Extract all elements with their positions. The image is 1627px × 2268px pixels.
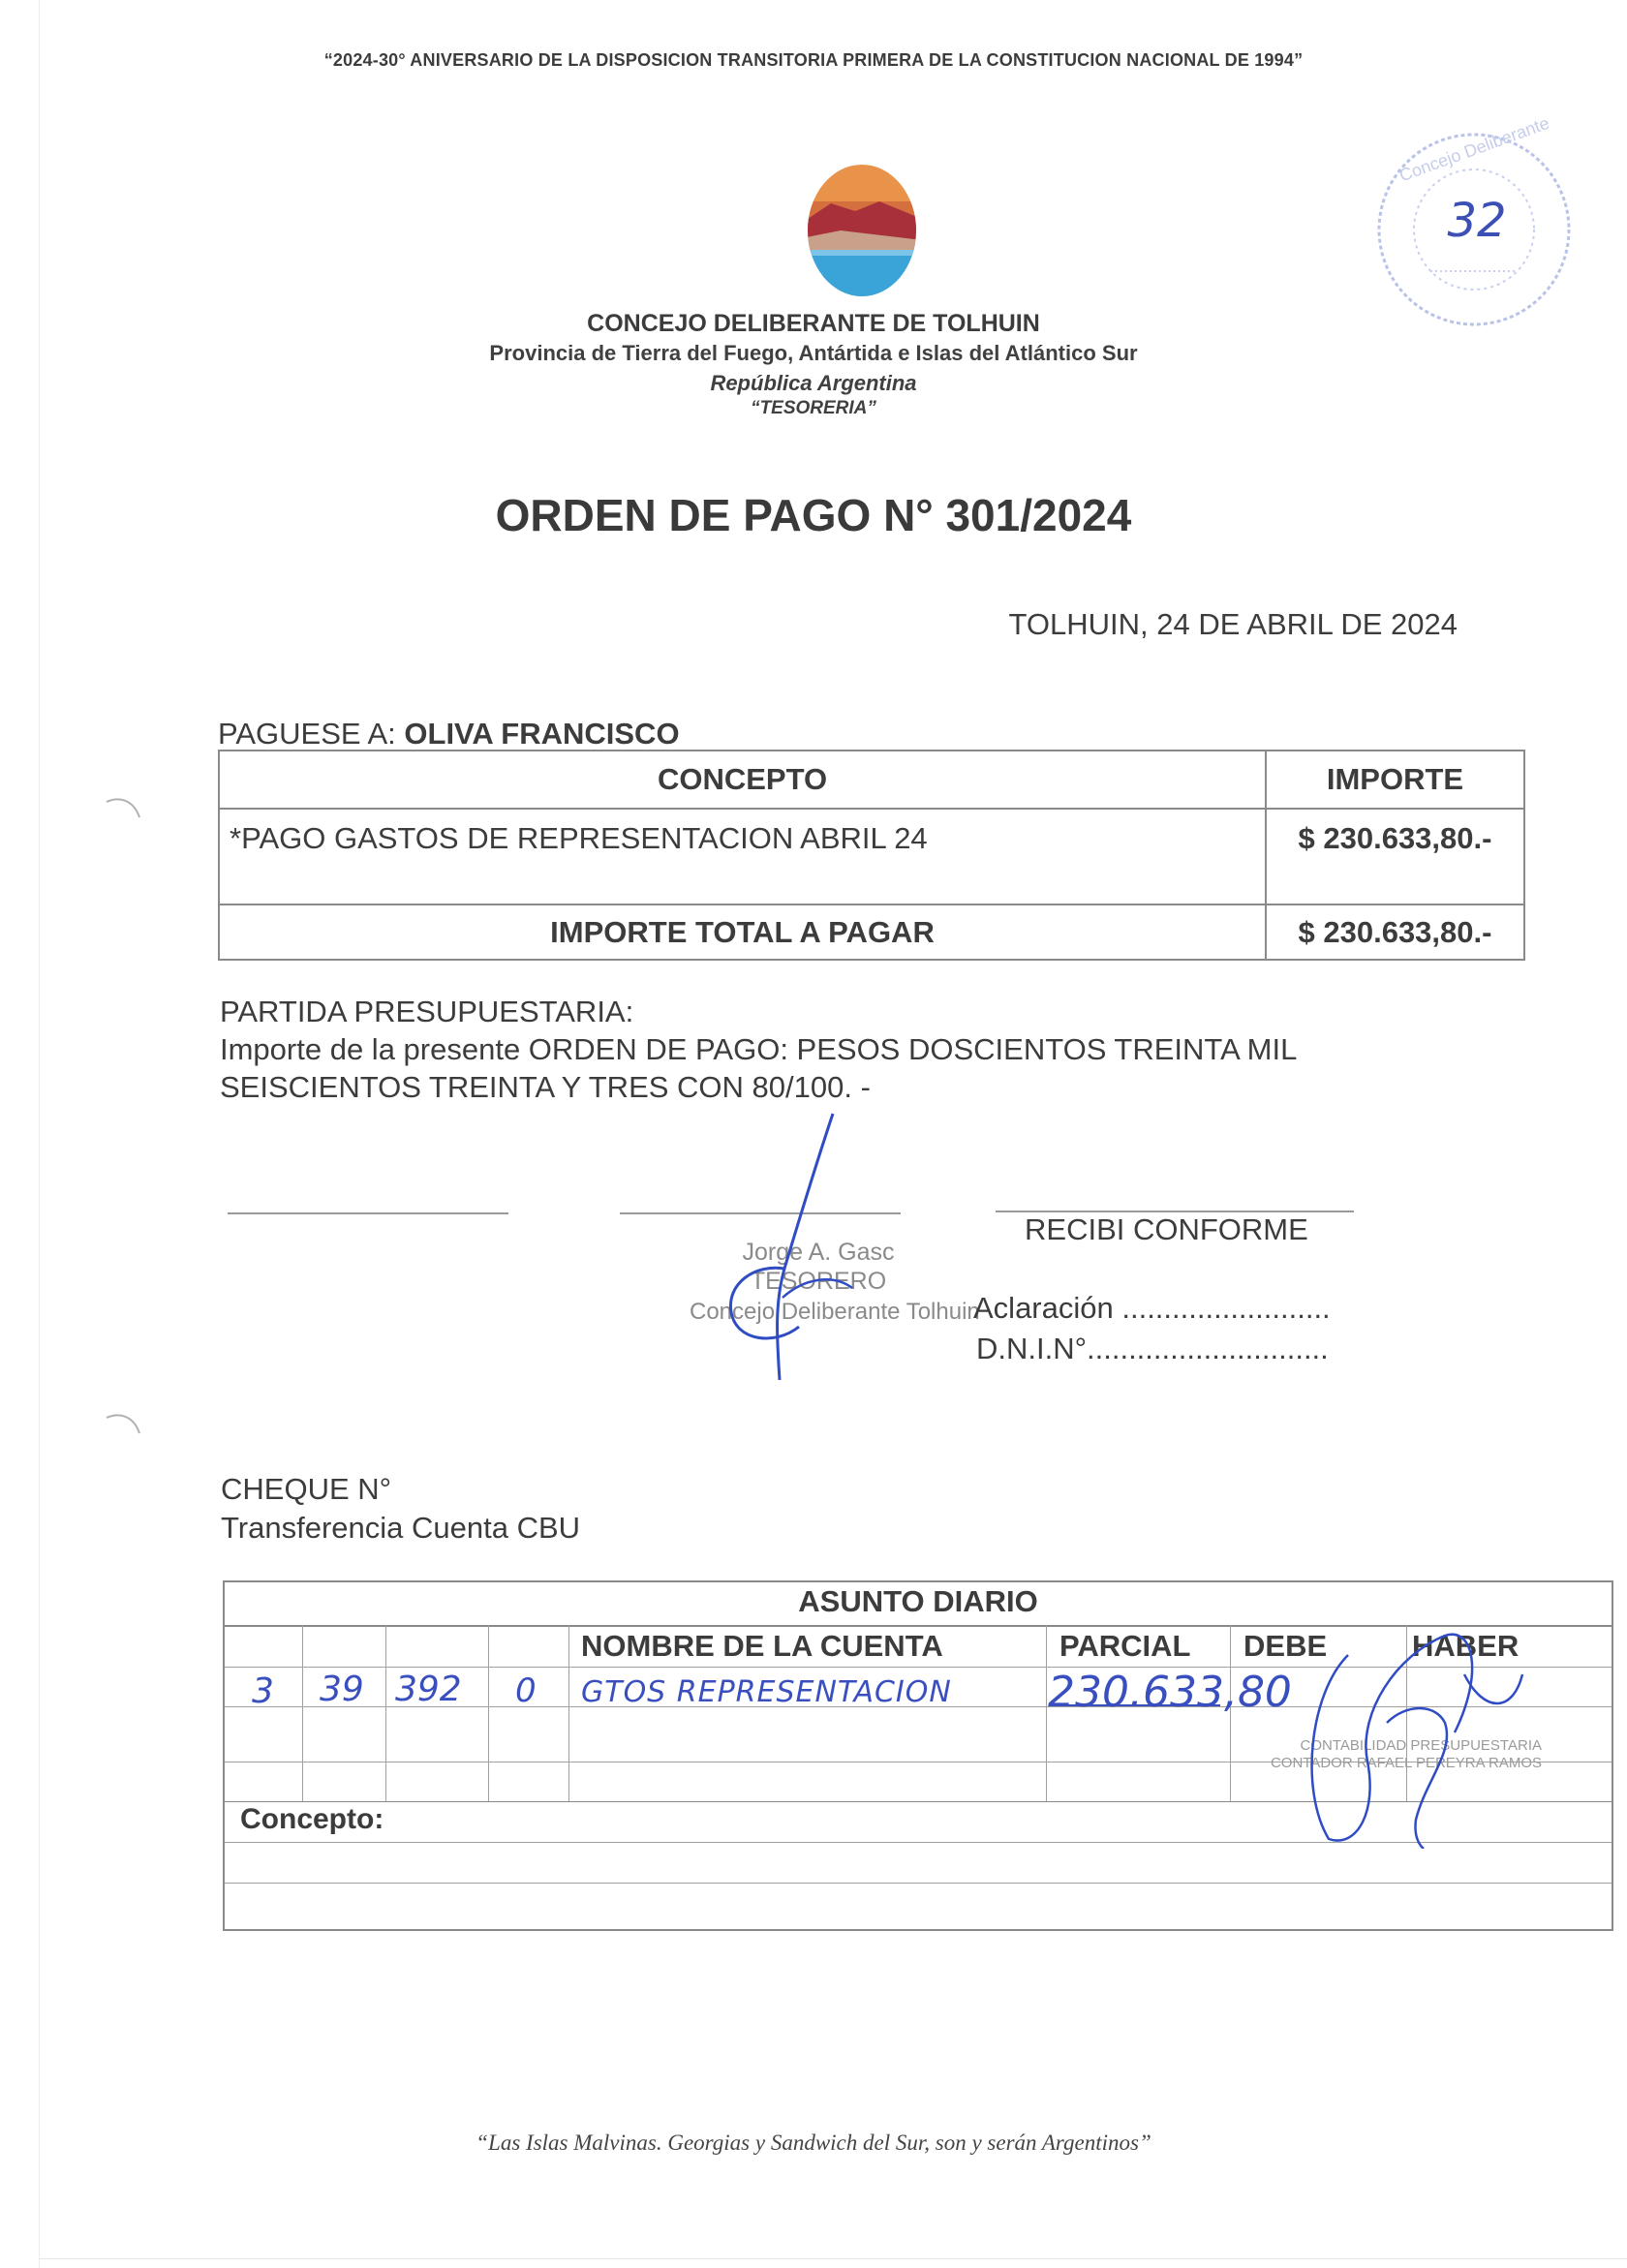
total-amount: $ 230.633,80.-: [1266, 904, 1524, 960]
document-date: TOLHUIN, 24 DE ABRIL DE 2024: [1008, 607, 1458, 641]
treasurer-signature: [717, 1104, 872, 1385]
concepto-label: Concepto:: [240, 1803, 384, 1835]
partida-line-1: Importe de la presente ORDEN DE PAGO: PESOS DOSCIENTOS TREINTA MIL: [220, 1032, 1298, 1066]
total-row: [219, 904, 1524, 960]
transfer-label: Transferencia Cuenta CBU: [221, 1511, 581, 1545]
concept-amount: $ 230.633,80.-: [1266, 809, 1524, 904]
payment-method: [221, 1470, 580, 1548]
asunto-row-divider: [225, 1883, 1612, 1884]
seal-text: Concejo Deliberante: [1397, 112, 1552, 186]
org-province: Provincia de Tierra del Fuego, Antártida e Islas del Atlántico Sur: [489, 341, 1138, 365]
anniversary-header: “2024-30° ANIVERSARIO DE LA DISPOSICION TRANSITORIA PRIMERA DE LA CONSTITUCION NACIONAL DE 1994”: [323, 50, 1304, 70]
folio-number: 32: [1447, 194, 1507, 248]
asunto-col-divider: [488, 1625, 489, 1801]
concept-row: [219, 809, 1524, 904]
contabilidad-stamp-line-1: CONTABILIDAD PRESUPUESTARIA: [1300, 1737, 1542, 1754]
col-nombre-cuenta: NOMBRE DE LA CUENTA: [581, 1629, 943, 1663]
footer-motto: “Las Islas Malvinas. Georgias y Sandwich del Sur, son y serán Argentinos”: [476, 2130, 1151, 2155]
page-edge: [39, 0, 40, 2268]
org-department: “TESORERIA”: [751, 398, 876, 418]
council-logo: [802, 163, 922, 298]
asunto-diario-table: [223, 1580, 1613, 1931]
punch-mark-icon: [105, 796, 143, 825]
parcial-underline: [1050, 1704, 1220, 1706]
contabilidad-stamp-line-2: CONTADOR RAFAEL PEREYRA RAMOS: [1270, 1755, 1542, 1771]
asunto-col-divider: [1046, 1625, 1047, 1801]
org-name: CONCEJO DELIBERANTE DE TOLHUIN: [587, 310, 1040, 337]
asunto-col-divider: [385, 1625, 386, 1801]
parcial-amount: 230.633,80: [1048, 1668, 1292, 1717]
org-country: República Argentina: [710, 371, 917, 395]
treasurer-org: Concejo Deliberante Tolhuin: [690, 1299, 980, 1325]
cheque-label: CHEQUE N°: [221, 1472, 392, 1506]
payee-label: PAGUESE A:: [218, 717, 405, 751]
receipt-fields: [973, 1288, 1331, 1369]
amount-column-header: IMPORTE: [1266, 751, 1524, 809]
partida-line-2: SEISCIENTOS TREINTA Y TRES CON 80/100. -: [220, 1070, 871, 1104]
treasurer-title: TESORERO: [750, 1268, 887, 1295]
treasurer-name: Jorge A. Gasc: [742, 1239, 895, 1266]
aclaracion-field: Aclaración .........................: [973, 1291, 1331, 1325]
accountant-signature: [1290, 1616, 1561, 1849]
account-code-3: 392: [395, 1670, 462, 1709]
col-debe: DEBE: [1243, 1629, 1328, 1663]
account-code-1: 3: [252, 1671, 274, 1711]
dni-field: D.N.I.N°.............................: [976, 1332, 1329, 1365]
recibi-conforme: RECIBI CONFORME: [1025, 1212, 1308, 1246]
col-parcial: PARCIAL: [1059, 1629, 1191, 1663]
asunto-title: ASUNTO DIARIO: [798, 1584, 1038, 1618]
page-edge: [39, 2258, 1627, 2259]
concept-description: *PAGO GASTOS DE REPRESENTACION ABRIL 24: [219, 809, 1266, 904]
concept-table: [218, 750, 1525, 961]
account-name: GTOS REPRESENTACION: [581, 1675, 952, 1709]
concept-table-header: [219, 751, 1524, 809]
concept-column-header: CONCEPTO: [219, 751, 1266, 809]
payee-line: [218, 717, 680, 751]
punch-mark-icon: [105, 1412, 143, 1441]
asunto-col-divider: [568, 1625, 569, 1801]
signature-line-1: [228, 1212, 508, 1214]
account-code-4: 0: [515, 1671, 537, 1710]
partida-block: [220, 993, 1297, 1106]
col-haber: HABER: [1412, 1629, 1520, 1663]
asunto-col-divider: [302, 1625, 303, 1801]
document-title: ORDEN DE PAGO N° 301/2024: [495, 490, 1132, 540]
total-label: IMPORTE TOTAL A PAGAR: [219, 904, 1266, 960]
partida-label: PARTIDA PRESUPUESTARIA:: [220, 995, 634, 1028]
payee-name: OLIVA FRANCISCO: [404, 717, 680, 751]
account-code-2: 39: [320, 1670, 364, 1709]
folio-stamp: [1370, 112, 1579, 334]
